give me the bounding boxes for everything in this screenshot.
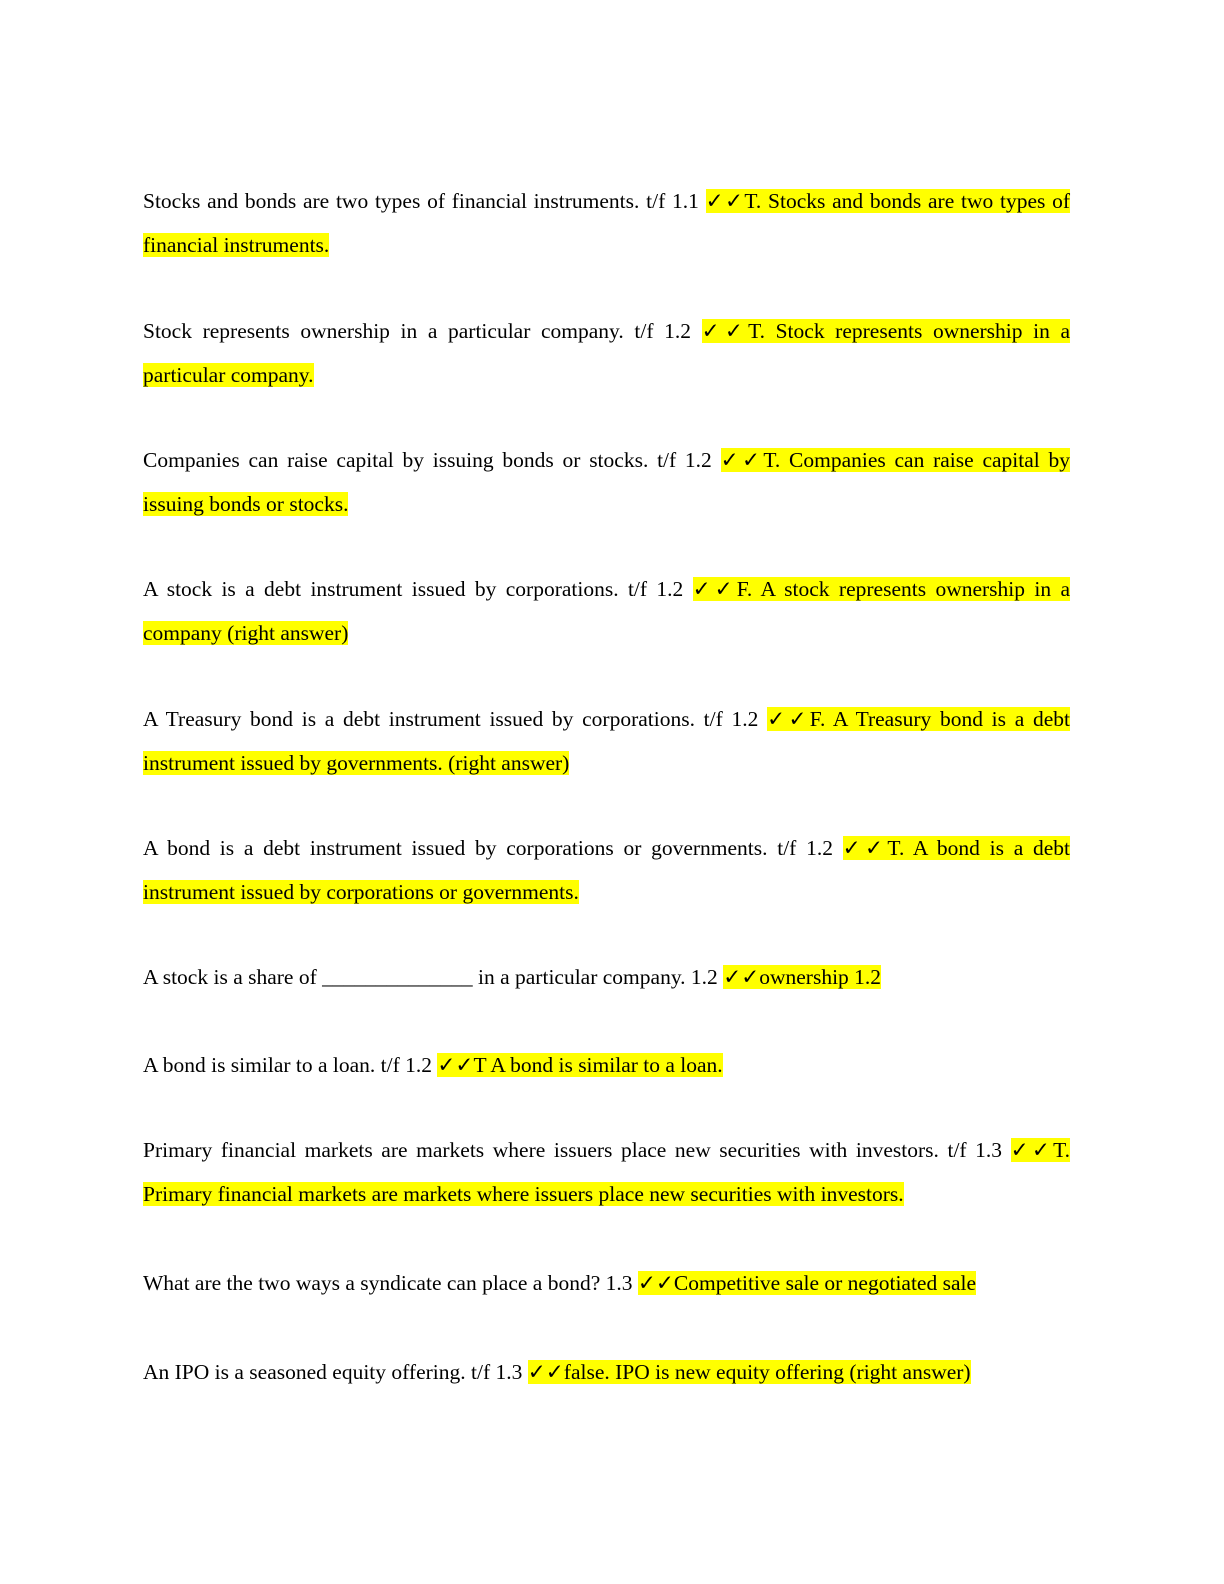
question-text: A stock is a share of ______________ in a particular company. 1.2 xyxy=(143,965,724,989)
double-check-icon: ✓✓ xyxy=(1010,1138,1054,1162)
answer-text: ownership 1.2 xyxy=(759,965,882,989)
answer-text: Competitive sale or negotiated sale xyxy=(673,1271,977,1295)
answer-text: F. A Treasury bond is a debt instrument issued by governments. (right answer) xyxy=(143,707,1070,775)
question-text: A stock is a debt instrument issued by corporations. t/f 1.2 xyxy=(143,577,693,601)
question-text: A bond is a debt instrument issued by corporations or governments. t/f 1.2 xyxy=(143,836,843,860)
answer-highlight xyxy=(723,965,881,989)
question-text: Stocks and bonds are two types of financial instruments. t/f 1.1 xyxy=(143,189,706,213)
question-text: A bond is similar to a loan. t/f 1.2 xyxy=(143,1053,438,1077)
double-check-icon: ✓✓ xyxy=(437,1053,474,1077)
question-text: Companies can raise capital by issuing bonds or stocks. t/f 1.2 xyxy=(143,448,721,472)
qa-item xyxy=(143,438,1070,526)
double-check-icon: ✓✓ xyxy=(692,577,737,601)
double-check-icon: ✓✓ xyxy=(527,1360,564,1384)
answer-text: T. Stocks and bonds are two types of financial instruments. xyxy=(143,189,1070,257)
double-check-icon: ✓✓ xyxy=(842,836,888,860)
question-text: Primary financial markets are markets where issuers place new securities with investors. t/f 1.3 xyxy=(143,1138,1011,1162)
qa-item xyxy=(143,955,1070,999)
answer-text: T. Stock represents ownership in a particular company. xyxy=(143,319,1070,387)
qa-item xyxy=(143,1261,1070,1305)
question-text: An IPO is a seasoned equity offering. t/f 1.3 xyxy=(143,1360,528,1384)
answer-text: T A bond is similar to a loan. xyxy=(473,1053,723,1077)
answer-highlight xyxy=(437,1053,722,1077)
qa-item xyxy=(143,309,1070,397)
qa-item xyxy=(143,179,1070,267)
answer-highlight xyxy=(528,1360,971,1384)
answer-text: F. A stock represents ownership in a company (right answer) xyxy=(143,577,1071,645)
question-text: What are the two ways a syndicate can place a bond? 1.3 xyxy=(143,1271,638,1295)
qa-item xyxy=(143,697,1070,785)
qa-item xyxy=(143,1043,1070,1087)
answer-text: T. A bond is a debt instrument issued by corporations or governments. xyxy=(143,836,1070,904)
answer-text: T. Companies can raise capital by issuing bonds or stocks. xyxy=(143,448,1070,516)
question-text: A Treasury bond is a debt instrument issued by corporations. t/f 1.2 xyxy=(143,707,768,731)
qa-item xyxy=(143,567,1070,655)
double-check-icon: ✓✓ xyxy=(720,448,764,472)
qa-item xyxy=(143,1128,1070,1216)
qa-item xyxy=(143,826,1070,914)
double-check-icon: ✓✓ xyxy=(637,1271,674,1295)
double-check-icon: ✓✓ xyxy=(705,189,745,213)
double-check-icon: ✓✓ xyxy=(767,707,810,731)
double-check-icon: ✓✓ xyxy=(723,965,760,989)
answer-highlight xyxy=(638,1271,976,1295)
question-text: Stock represents ownership in a particular company. t/f 1.2 xyxy=(143,319,702,343)
double-check-icon: ✓✓ xyxy=(701,319,749,343)
answer-text: false. IPO is new equity offering (right answer) xyxy=(563,1360,971,1384)
qa-item xyxy=(143,1350,1070,1394)
answer-text: T. Primary financial markets are markets where issuers place new securities with investors. xyxy=(143,1138,1070,1206)
